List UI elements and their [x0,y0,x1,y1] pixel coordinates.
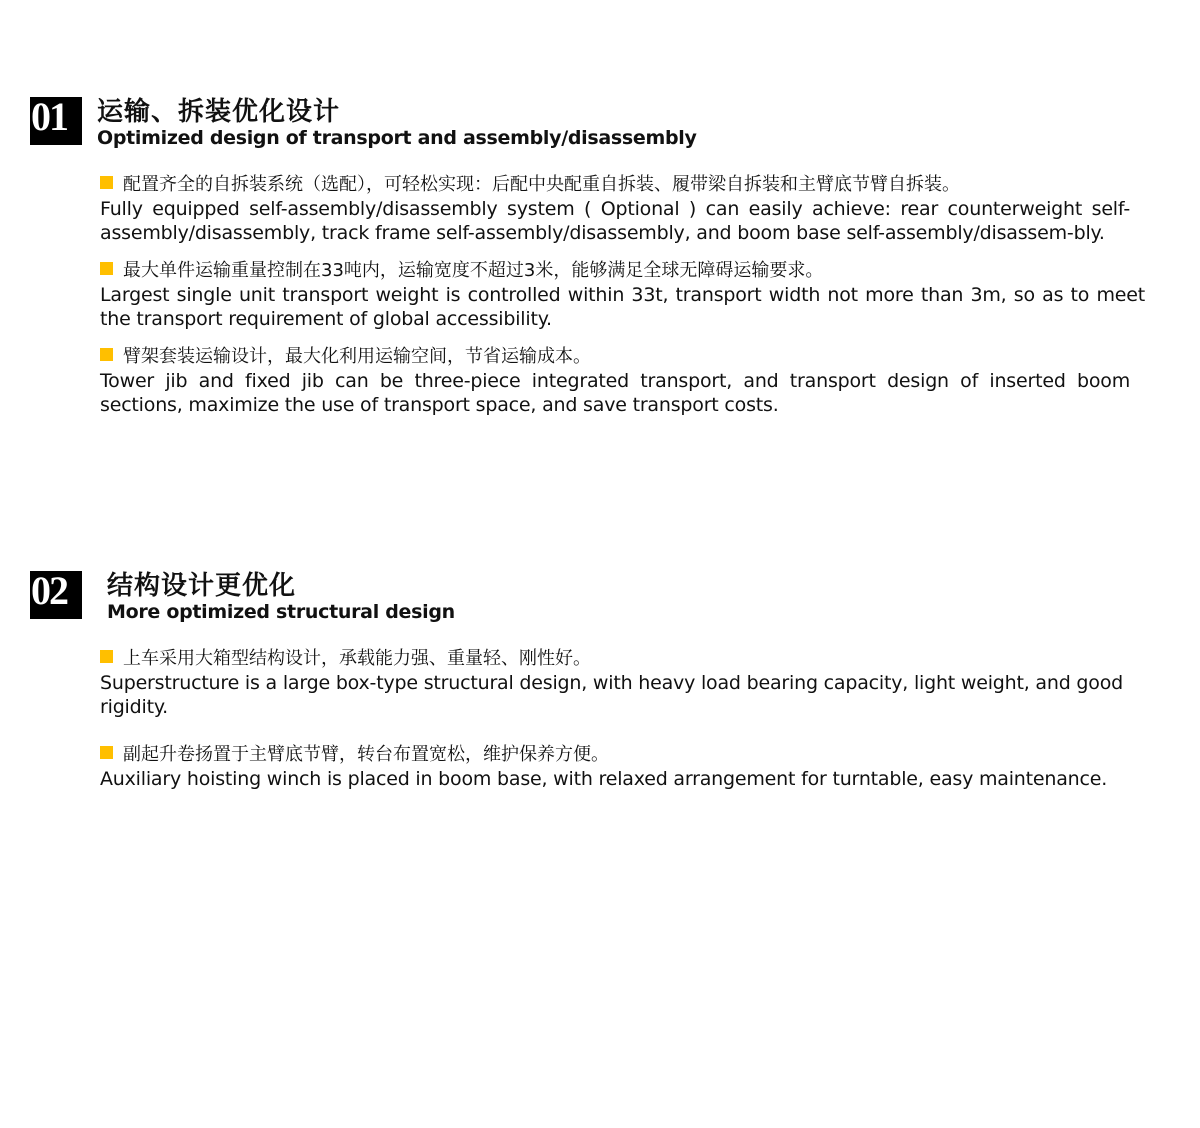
list-item [100,647,1130,719]
section-title-cn: 结构设计更优化 [107,571,297,601]
section-number-badge: 01 [30,97,82,145]
item-text-cn: 上车采用大箱型结构设计，承载能力强、重量轻、刚性好。 [123,648,591,669]
item-text-en: Auxiliary hoisting winch is placed in boom base, with relaxed arrangement for turntable, easy maintenance. [100,768,1108,790]
bullet-square-icon [100,176,113,189]
list-item [100,259,1145,331]
feature-list [100,173,1145,431]
list-item [100,173,1130,245]
section-title-en: More optimized structural design [107,601,455,623]
item-text-en: Largest single unit transport weight is controlled within 33t, transport width not more than 3m, so as to meet the transport requirement of global accessibility. [100,284,1145,330]
section-title-en: Optimized design of transport and assembly/disassembly [97,127,697,149]
item-text-en: Fully equipped self-assembly/disassembly system ( Optional ) can easily achieve: rear counterweight self-assembly/disassembly, track frame self-assembly/disassembly, and boom base self-assembly/disassem-bly. [100,198,1130,244]
item-text-cn: 副起升卷扬置于主臂底节臂，转台布置宽松，维护保养方便。 [123,744,609,765]
item-text-en: Superstructure is a large box-type structural design, with heavy load bearing capacity, light weight, and good rigidity. [100,672,1123,718]
bullet-square-icon [100,746,113,759]
feature-list [100,647,1130,805]
bullet-square-icon [100,262,113,275]
item-text-cn: 配置齐全的自拆装系统（选配），可轻松实现：后配中央配重自拆装、履带梁自拆装和主臂底节臂自拆装。 [123,174,960,195]
list-item [100,743,1130,791]
section-title-cn: 运输、拆装优化设计 [97,97,341,127]
bullet-square-icon [100,650,113,663]
item-text-cn: 最大单件运输重量控制在33吨内，运输宽度不超过3米，能够满足全球无障碍运输要求。 [123,260,824,281]
section-number-badge: 02 [30,571,82,619]
item-text-en: Tower jib and fixed jib can be three-piece integrated transport, and transport design of inserted boom sections, maximize the use of transport space, and save transport costs. [100,370,1130,416]
item-text-cn: 臂架套装运输设计，最大化利用运输空间，节省运输成本。 [123,346,591,367]
list-item [100,345,1130,417]
bullet-square-icon [100,348,113,361]
